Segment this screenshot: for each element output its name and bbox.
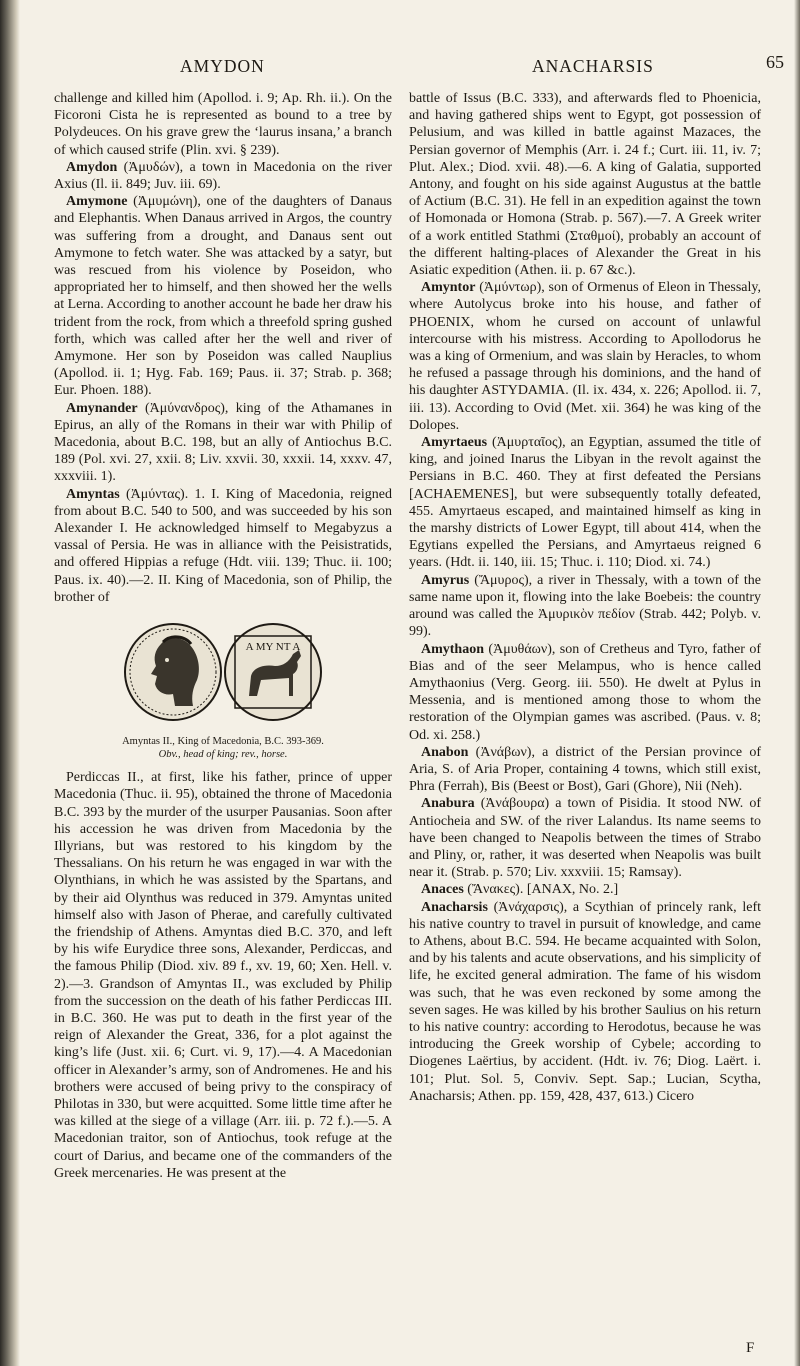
entry-text: (Ἀμυρταῖος), an Egyptian, assumed the title of king, and joined Inarus the Libyan in the revolt against the Persians in B.C. 460. They at first defeated the Persians [ACHAEMENES], but were subsequently totally defeated, 455. Amyrtaeus escaped, and maintained himself as king in the marshy districts of Lower Egypt, till about 414, when the Egytians expelled the Persians, and Amyrtaeus reigned 6 years. (Hdt. ii. 140, iii. 15; Thuc. i. 110; Diod. xi. 74.) — [409, 435, 762, 571]
entry-headword: Amymone — [66, 194, 128, 210]
entry-continuation — [54, 90, 392, 159]
entry-headword: Anabura — [421, 796, 475, 812]
page-binding-edge — [0, 0, 20, 1366]
entry-text: (Ἀνάβων), a district of the Persian province of Aria, S. of Aria Proper, containing 4 towns, which still exist, Phra (Ferrah), Bis (Beest or Bost), Gari (Ghore), Nii (Neh). — [409, 744, 761, 795]
entry-text: (Ἀμύνανδρος), king of the Athamanes in Epirus, an ally of the Romans in their war with Philip of Macedonia, about B.C. 198, but an ally of Antiochus B.C. 189 (Pol. xvi. 27, xxii. 8; Liv. xxvii. 30, xxxii. 14, xxxv. 47, xxxviii. 1). — [54, 400, 393, 485]
figure-caption-line-2: Obv., head of king; rev., horse. — [158, 748, 288, 760]
running-head-left: AMYDON — [180, 56, 265, 76]
figure-caption-line-1: Amyntas II., King of Macedonia, B.C. 393-369. — [122, 736, 324, 748]
dictionary-entry — [54, 193, 392, 399]
entry-text: (Ἀμύντωρ), son of Ormenus of Eleon in Thessaly, where Autolycus broke into his house, and father of PHOENIX, whom he cursed on account of unlawful intercourse with his mistress. According to Apollodorus he was a king of Ormenium, and was slain by Heracles, to whom he refused a passage through his dominions, and the hand of his daughter ASTYDAMIA. (Il. ix. 434, x. 226; Apollod. ii. 7, iii. 13). According to Ovid (Met. xii. 364) he was king of the Dolopes. — [409, 280, 762, 433]
dictionary-entry — [409, 881, 761, 898]
page-number: 65 — [766, 52, 784, 72]
figure-caption — [54, 736, 392, 761]
entry-headword: Amythaon — [421, 641, 485, 657]
coin-reverse — [225, 624, 321, 720]
coin-figure — [54, 614, 392, 730]
entry-text: challenge and killed him (Apollod. i. 9; Ap. Rh. ii.). On the Ficoroni Cista he is represented as bound to a tree by Polydeuces. On his grave grew the ‘laurus insana,’ a branch of which caused strife (Plin. xvi. § 239). — [54, 91, 392, 158]
signature-mark: F — [746, 1340, 755, 1356]
entry-headword: Amydon — [66, 159, 118, 175]
coin-illustration — [123, 614, 323, 730]
dictionary-entry — [54, 400, 392, 486]
entry-continuation — [54, 769, 392, 1182]
coin-obverse — [125, 624, 221, 720]
entry-text: (Ἄμυρος), a river in Thessaly, with a town of the same name upon it, flowing into the lake Boebeis: the country around was called the Ἀμυρικὸν πεδίον (Strab. 442; Polyb. v. 99). — [409, 572, 762, 640]
dictionary-entry — [409, 795, 761, 881]
entry-text: Perdiccas II., at first, like his father, prince of upper Macedonia (Thuc. ii. 95), obtained the throne of Macedonia B.C. 393 by the murder of the usurper Pausanias. Soon after his accession he was driven from Macedonia by the Illyrians, but was restored to his kingdom by the Thessalians. On his return he was engaged in war with the Olynthians, in which he was assisted by the Spartans, and by their aid Olynthus was reduced in 379. Amyntas united himself also with Jason of Pherae, and carefully cultivated the friendship of Athens. Amyntas died B.C. 370, and left by his wife Eurydice three sons, Alexander, Perdiccas, and the famous Philip (Diod. xiv. 89 f., xv. 19, 60; Xen. Hell. v. 2).—3. Grandson of Amyntas II., was excluded by Philip from the succession on the death of his father Perdiccas III. in B.C. 360. He was put to death in the first year of the reign of Alexander the Great, 336, for a plot against the king’s life (Just. xii. 6; Curt. vi. 9, 17).—4. A Macedonian officer in Alexander’s army, son of Andromenes. He and his brothers were accused of being privy to the conspiracy of Philotas in 330, but were acquitted. Some little time after he was killed at the siege of a village (Arr. iii. p. 72 f.).—5. A Macedonian traitor, son of Antiochus, took refuge at the court of Darius, and became one of the commanders of the Greek mercenaries. He was present at the — [54, 770, 392, 1181]
running-head-right: ANACHARSIS — [532, 56, 654, 76]
entry-headword: Amyrtaeus — [421, 435, 488, 451]
entry-headword: Amyntor — [421, 280, 476, 296]
entry-text: (Ἀνάχαρσις), a Scythian of princely rank, left his native country to travel in pursuit of knowledge, and came to Athens, about B.C. 594. He became acquainted with Solon, and by his talents and acute observations, and his simplicity of life, he excited general admiration. The fame of his wisdom was such, that he was even reckoned by some among the seven sages. He was killed by his brother Saulius on his return to his native country: according to Herodotus, because he was introducing the Greek worship of Cybele; according to Diogenes Laërtius, by accident. (Hdt. iv. 76; Diog. Laërt. i. 101; Plut. Sol. 5, Conviv. Sept. Sap.; Lucian, Scytha, Anacharsis; Athen. pp. 159, 428, 437, 613.) Cicero — [409, 899, 761, 1104]
entry-text: (Ἀμύντας). 1. I. King of Macedonia, reigned from about B.C. 540 to 500, and was succeeded by his son Alexander I. He acknowledged himself to Megabyzus a vassal of Persia. He was in alliance with the Peisistratids, and offered Hippias a refuge (Hdt. viii. 139; Thuc. ii. 100; Paus. ix. 40).—2. II. King of Macedonia, son of Philip, the brother of — [54, 486, 392, 605]
entry-text: (Ἀμυθάων), son of Cretheus and Tyro, father of Bias and of the seer Melampus, who is hence called Amythaonius (Verg. Georg. iii. 550). He dwelt at Pylus in Messenia, and is mentioned among those to whom the restoration of the Olympian games was ascribed. (Paus. v. 8; Od. xi. 258.) — [409, 641, 762, 743]
page-outer-edge — [794, 0, 800, 1366]
entry-text: (Ἄνακες). [ANAX, No. 2.] — [467, 882, 619, 898]
right-column — [409, 90, 761, 1105]
entry-headword: Amyrus — [421, 572, 470, 588]
entry-headword: Amyntas — [66, 486, 120, 502]
entry-text: (Ἀνάβουρα) a town of Pisidia. It stood NW. of Antiocheia and SW. of the river Lalandus. Its name seems to have been changed to Neapolis between the times of Strabo and Pliny, or, rather, it was deserted when Neapolis was built near it. (Strab. p. 570; Liv. xxxviii. 15; Ramsay). — [409, 796, 762, 881]
entry-headword: Amynander — [66, 400, 138, 416]
dictionary-entry — [409, 744, 761, 796]
entry-headword: Anacharsis — [421, 899, 488, 915]
dictionary-entry — [409, 572, 761, 641]
entry-headword: Anabon — [421, 744, 469, 760]
dictionary-entry — [54, 159, 392, 193]
entry-text: (Ἀμυδών), a town in Macedonia on the river Axius (Il. ii. 849; Juv. iii. 69). — [54, 159, 393, 193]
dictionary-entry — [409, 434, 761, 572]
entry-continuation — [409, 90, 761, 279]
entry-headword: Anaces — [421, 882, 464, 898]
dictionary-entry — [54, 486, 392, 606]
left-column — [54, 90, 392, 1182]
coin-legend: A MY NT A — [245, 641, 301, 654]
dictionary-entry — [409, 279, 761, 434]
entry-text: battle of Issus (B.C. 333), and afterwards fled to Phoenicia, and having gathered ships went to Egypt, got possession of Pelusium, and was killed in battle against Mazaces, the Persian governor of Memphis (Arr. i. 24 f.; Curt. iii. 11, iv. 7; Plut. Alex.; Diod. xvii. 48).—6. A king of Galatia, supported Antony, and fought on his side against Augustus at the battle of Actium (B.C. 31). He fell in an expedition against the town of Homonada or Homona (Strab. p. 567).—7. A Greek writer of a work entitled Stathmi (Σταθμοί), probably an account of the different halting-places of Alexander the Great in his Asiatic expedition (Athen. ii. p. 67 &c.). — [409, 91, 761, 279]
dictionary-entry — [409, 641, 761, 744]
entry-text: (Ἀμυμώνη), one of the daughters of Danaus and Elephantis. When Danaus arrived in Argos, the country was suffering from a drought, and Danaus sent out Amymone to fetch water. She was attacked by a satyr, but was rescued from his violence by Poseidon, who appropriated her to himself, and then showed her the wells at Lerna. According to another account he bade her draw his trident from the rock, from which a threefold spring gushed forth, which was called after her the well and river of Amymone. Her son by Poseidon was called Nauplius (Apollod. ii. 1; Hyg. Fab. 169; Paus. ii. 37; Strab. p. 368; Eur. Phoen. 188). — [54, 194, 392, 399]
dictionary-entry — [409, 899, 761, 1105]
